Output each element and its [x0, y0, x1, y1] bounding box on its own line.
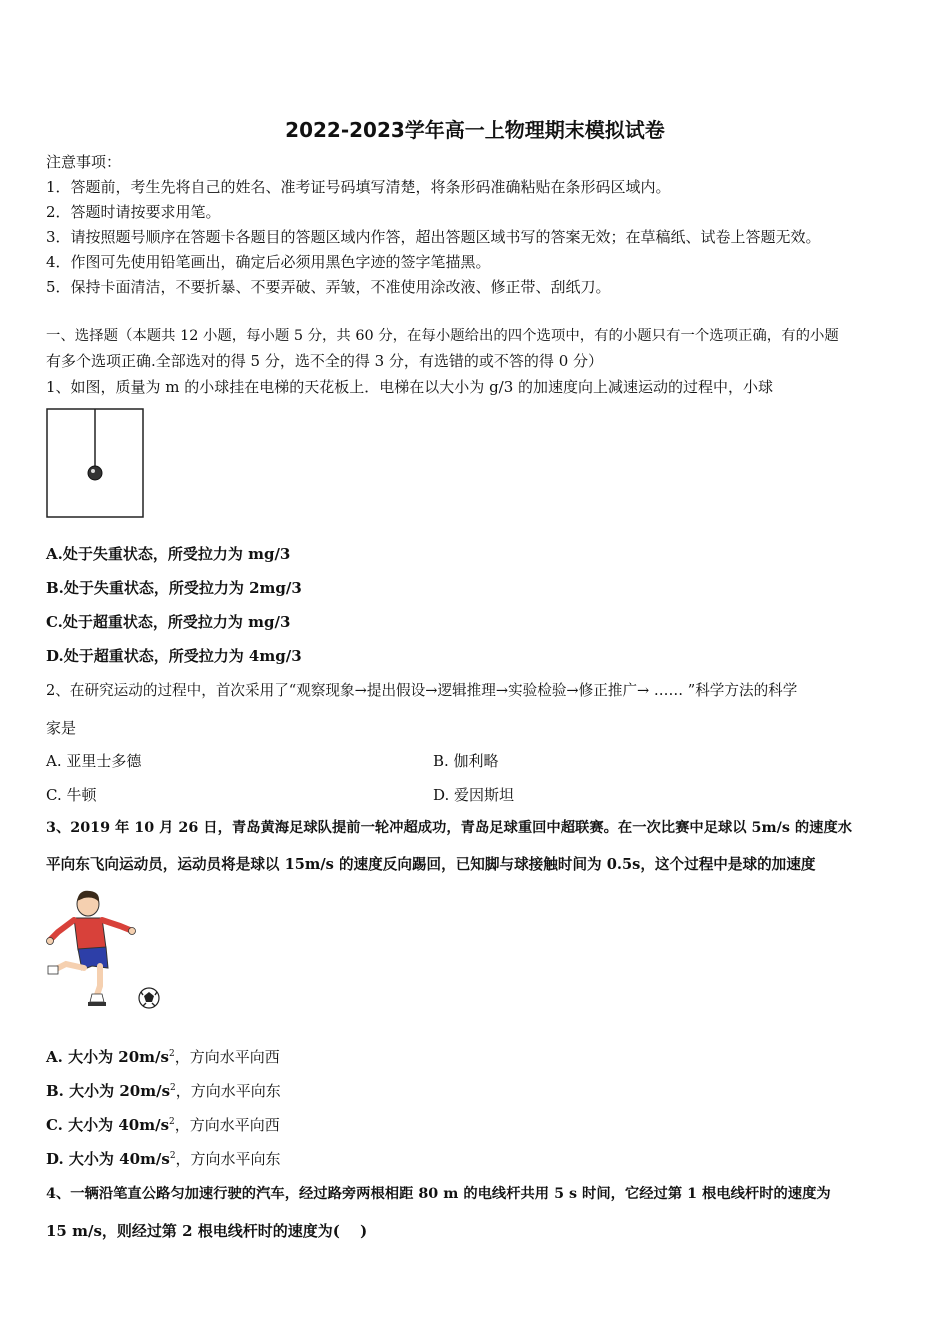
option-d-value: D. 大小为 40m/s: [46, 1150, 170, 1168]
question-1-option-c: C.处于超重状态，所受拉力为 mg/3: [46, 613, 291, 631]
question-2-option-d: D. 爱因斯坦: [433, 786, 515, 804]
soccer-player-figure: [44, 886, 166, 1014]
question-2-stem-line1: 2、在研究运动的过程中，首次采用了“观察现象→提出假设→逻辑推理→实验检验→修正推广→ …… ”科学方法的科学: [46, 682, 798, 699]
option-b-value: B. 大小为 20m/s: [46, 1082, 171, 1100]
question-1-option-b: B.处于失重状态，所受拉力为 2mg/3: [46, 579, 302, 597]
question-2-option-c: C. 牛顿: [46, 786, 97, 804]
question-1-option-d: D.处于超重状态，所受拉力为 4mg/3: [46, 647, 302, 665]
question-1-option-a: A.处于失重状态，所受拉力为 mg/3: [46, 545, 291, 563]
question-1-stem: 1、如图，质量为 m 的小球挂在电梯的天花板上．电梯在以大小为 g/3 的加速度向上减速运动的过程中，小球: [46, 378, 774, 396]
option-b-exponent: 2: [170, 1083, 176, 1093]
section-heading-line1: 一、选择题（本题共 12 小题，每小题 5 分，共 60 分，在每小题给出的四个选项中，有的小题只有一个选项正确，有的小题: [46, 328, 839, 344]
question-3-option-b: [46, 1081, 281, 1101]
notice-item-3: 3．请按照题号顺序在答题卡各题目的答题区域内作答，超出答题区域书写的答案无效；在草稿纸、试卷上答题无效。: [46, 228, 821, 246]
notice-heading: 注意事项：: [46, 153, 122, 171]
option-a-direction: ，方向水平向西: [174, 1048, 280, 1066]
option-c-direction: ，方向水平向西: [174, 1116, 280, 1134]
option-b-direction: ，方向水平向东: [175, 1082, 281, 1100]
option-c-exponent: 2: [169, 1117, 175, 1127]
question-2-option-b: B. 伽利略: [433, 752, 499, 770]
elevator-ball-figure: [46, 408, 144, 518]
option-d-direction: ，方向水平向东: [175, 1150, 281, 1168]
section-heading-line2: 有多个选项正确.全部选对的得 5 分，选不全的得 3 分，有选错的或不答的得 0 分）: [46, 352, 604, 370]
notice-item-4: 4．作图可先使用铅笔画出，确定后必须用黑色字迹的签字笔描黑。: [46, 253, 491, 271]
page-title: 2022-2023学年高一上物理期末模拟试卷: [285, 118, 665, 142]
question-2-option-a: A. 亚里士多德: [46, 752, 142, 770]
question-3-option-c: [46, 1115, 280, 1135]
question-4-stem-line2: 15 m/s，则经过第 2 根电线杆时的速度为( ): [46, 1222, 368, 1240]
notice-item-5: 5．保持卡面清洁，不要折暴、不要弄破、弄皱，不准使用涂改液、修正带、刮纸刀。: [46, 278, 611, 296]
notice-item-2: 2．答题时请按要求用笔。: [46, 203, 221, 221]
question-3-option-d: [46, 1149, 281, 1169]
notice-item-1: 1．答题前，考生先将自己的姓名、准考证号码填写清楚，将条形码准确粘贴在条形码区域内。: [46, 178, 671, 196]
question-3-option-a: [46, 1047, 280, 1067]
option-d-exponent: 2: [169, 1151, 176, 1161]
option-a-exponent: 2: [168, 1049, 175, 1059]
option-a-value: A. 大小为 20m/s: [46, 1048, 169, 1066]
question-3-stem-line1: 3、2019 年 10 月 26 日，青岛黄海足球队提前一轮冲超成功，青岛足球重回中超联赛。在一次比赛中足球以 5m/s 的速度水: [46, 820, 853, 836]
question-4-stem-line1: 4、一辆沿笔直公路匀加速行驶的汽车，经过路旁两根相距 80 m 的电线杆共用 5 s 时间，它经过第 1 根电线杆时的速度为: [46, 1186, 831, 1202]
question-2-stem-line2: 家是: [46, 719, 77, 737]
option-c-value: C. 大小为 40m/s: [46, 1116, 170, 1134]
question-3-stem-line2: 平向东飞向运动员，运动员将是球以 15m/s 的速度反向踢回，已知脚与球接触时间为 0.5s，这个过程中是球的加速度: [46, 856, 816, 873]
